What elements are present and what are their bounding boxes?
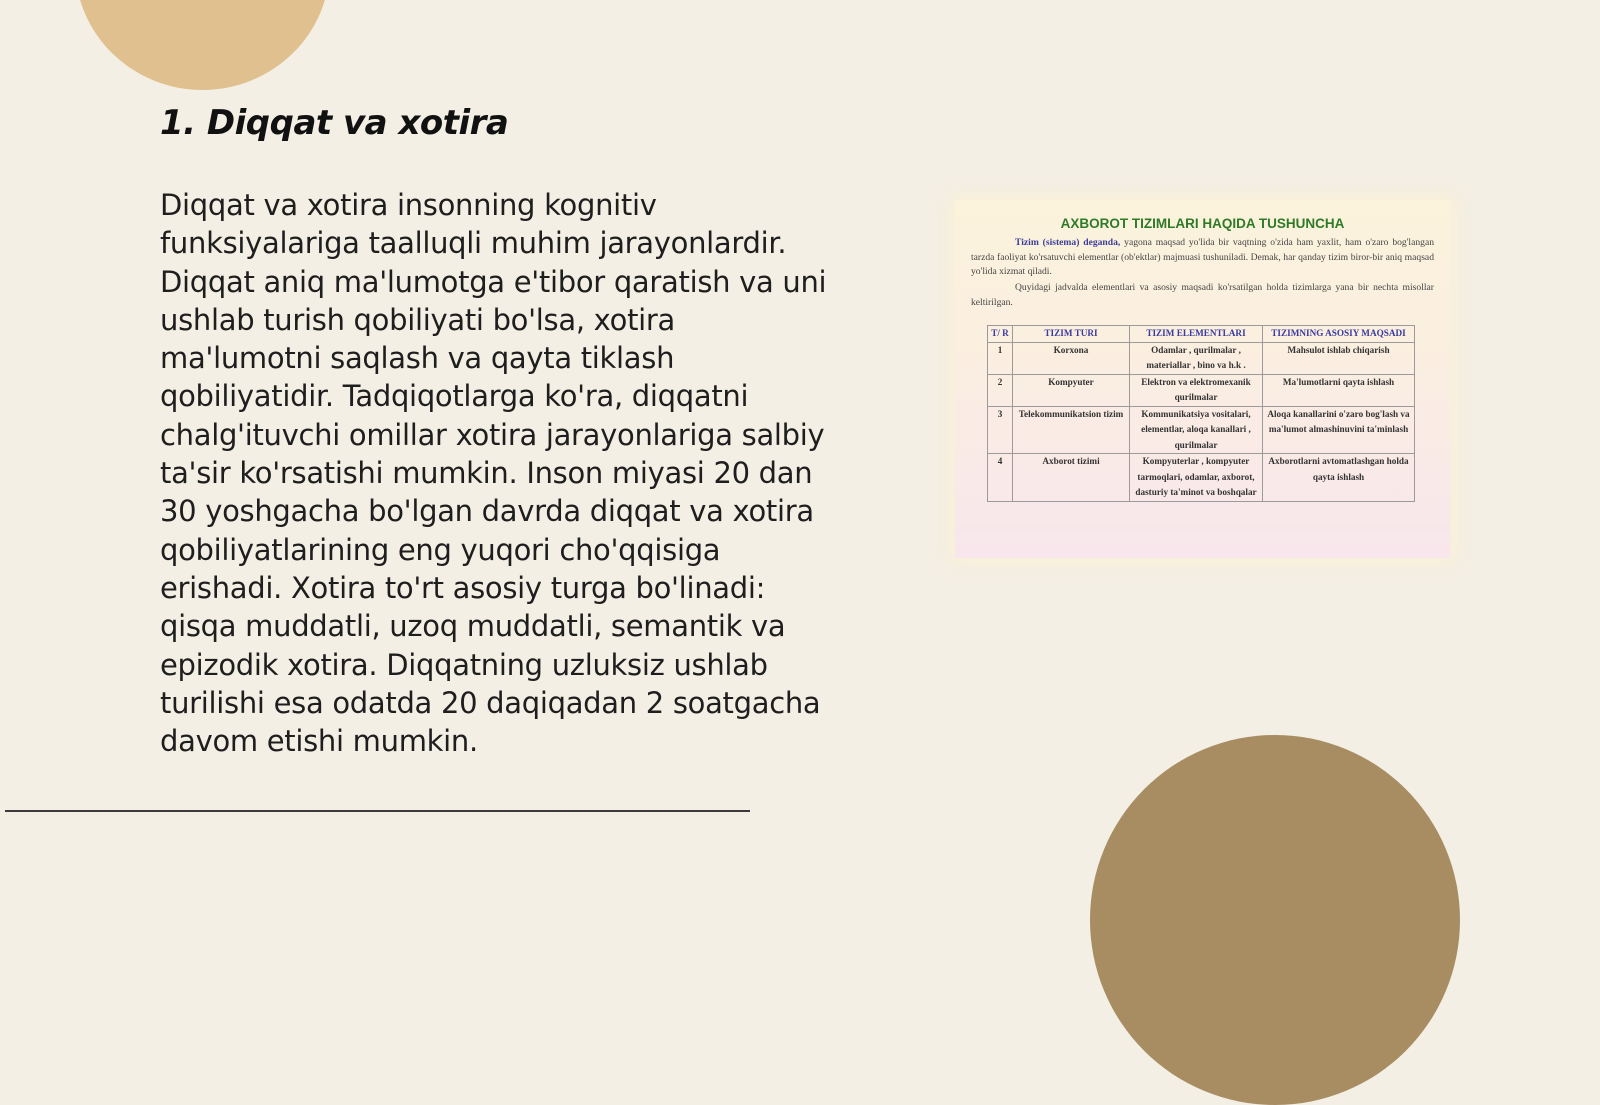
table-row xyxy=(988,342,1415,374)
table-row xyxy=(988,454,1415,502)
table-header-row xyxy=(988,326,1415,343)
decorative-circle-bottom xyxy=(1090,735,1460,1105)
document-paragraph-1 xyxy=(971,236,1434,280)
table-cell: Kommunikatsiya vositalari, elementlar, aloqa kanallari , qurilmalar xyxy=(1130,406,1263,454)
table-cell: Ma'lumotlarni qayta ishlash xyxy=(1263,374,1415,406)
table-cell: 4 xyxy=(988,454,1013,502)
document-image xyxy=(955,200,1450,558)
table-header-cell: TIZIM ELEMENTLARI xyxy=(1130,326,1263,343)
table-cell: Korxona xyxy=(1013,342,1130,374)
document-heading: AXBOROT TIZIMLARI HAQIDA TUSHUNCHA xyxy=(1060,216,1345,231)
table-header-cell: TIZIM TURI xyxy=(1013,326,1130,343)
table-cell: Aloqa kanallarini o'zaro bog'lash va ma'lumot almashinuvini ta'minlash xyxy=(1263,406,1415,454)
slide-title: 1. Diqqat va xotira xyxy=(160,103,509,143)
document-table xyxy=(987,325,1415,502)
table-row xyxy=(988,406,1415,454)
table-cell: Odamlar , qurilmalar , materiallar , bino va h.k . xyxy=(1130,342,1263,374)
document-paragraph-1-text: yagona maqsad yo'lida bir vaqtning o'zida ham yaxlit, ham o'zaro bog'langan tarzda faoliyat ko'rsatuvchi elementlar (ob'ektlar) majmuasi tushuniladi. Demak, har qanday tizim biror-bir aniq maqsad yo'lida xizmat qiladi. xyxy=(971,237,1435,277)
table-cell: Elektron va elektromexanik qurilmalar xyxy=(1130,374,1263,406)
table-cell: Mahsulot ishlab chiqarish xyxy=(1263,342,1415,374)
table-cell: 1 xyxy=(988,342,1013,374)
table-header-cell: TIZIMNING ASOSIY MAQSADI xyxy=(1263,326,1415,343)
table-cell: 2 xyxy=(988,374,1013,406)
table-cell: Kompyuterlar , kompyuter tarmoqlari, odamlar, axborot, dasturiy ta'minot va boshqalar xyxy=(1130,454,1263,502)
decorative-circle-top xyxy=(75,0,330,90)
table-cell: 3 xyxy=(988,406,1013,454)
slide-body-text: Diqqat va xotira insonning kognitiv funksiyalariga taalluqli muhim jarayonlardir. Diqqat aniq ma'lumotga e'tibor qaratish va uni ushlab turish qobiliyati bo'lsa, xotira ma'lumotni saqlash va qayta tiklash qobiliyatidir. Tadqiqotlarga ko'ra, diqqatni chalg'ituvchi omillar xotira jarayonlariga salbiy ta'sir ko'rsatishi mumkin. Inson miyasi 20 dan 30 yoshgacha bo'lgan davrda diqqat va xotira qobiliyatlarining eng yuqori cho'qqisiga erishadi. Xotira to'rt asosiy turga bo'linadi: qisqa muddatli, uzoq muddatli, semantik va epizodik xotira. Diqqatning uzluksiz ushlab turilishi esa odatda 20 daqiqadan 2 soatgacha davom etishi mumkin. xyxy=(160,188,827,759)
table-cell: Telekommunikatsion tizim xyxy=(1013,406,1130,454)
document-paragraph-2: Quyidagi jadvalda elementlari va asosiy maqsadi ko'rsatilgan holda tizimlarga yana bir nechta misollar keltirilgan. xyxy=(971,282,1434,308)
document-paragraph-1-bold: Tizim (sistema) deganda, xyxy=(1015,237,1121,248)
table-cell: Axborotlarni avtomatlashgan holda qayta ishlash xyxy=(1263,454,1415,502)
table-row xyxy=(988,374,1415,406)
table-cell: Axborot tizimi xyxy=(1013,454,1130,502)
table-header-cell: T/ R xyxy=(988,326,1013,343)
table-cell: Kompyuter xyxy=(1013,374,1130,406)
divider-line xyxy=(5,810,750,812)
